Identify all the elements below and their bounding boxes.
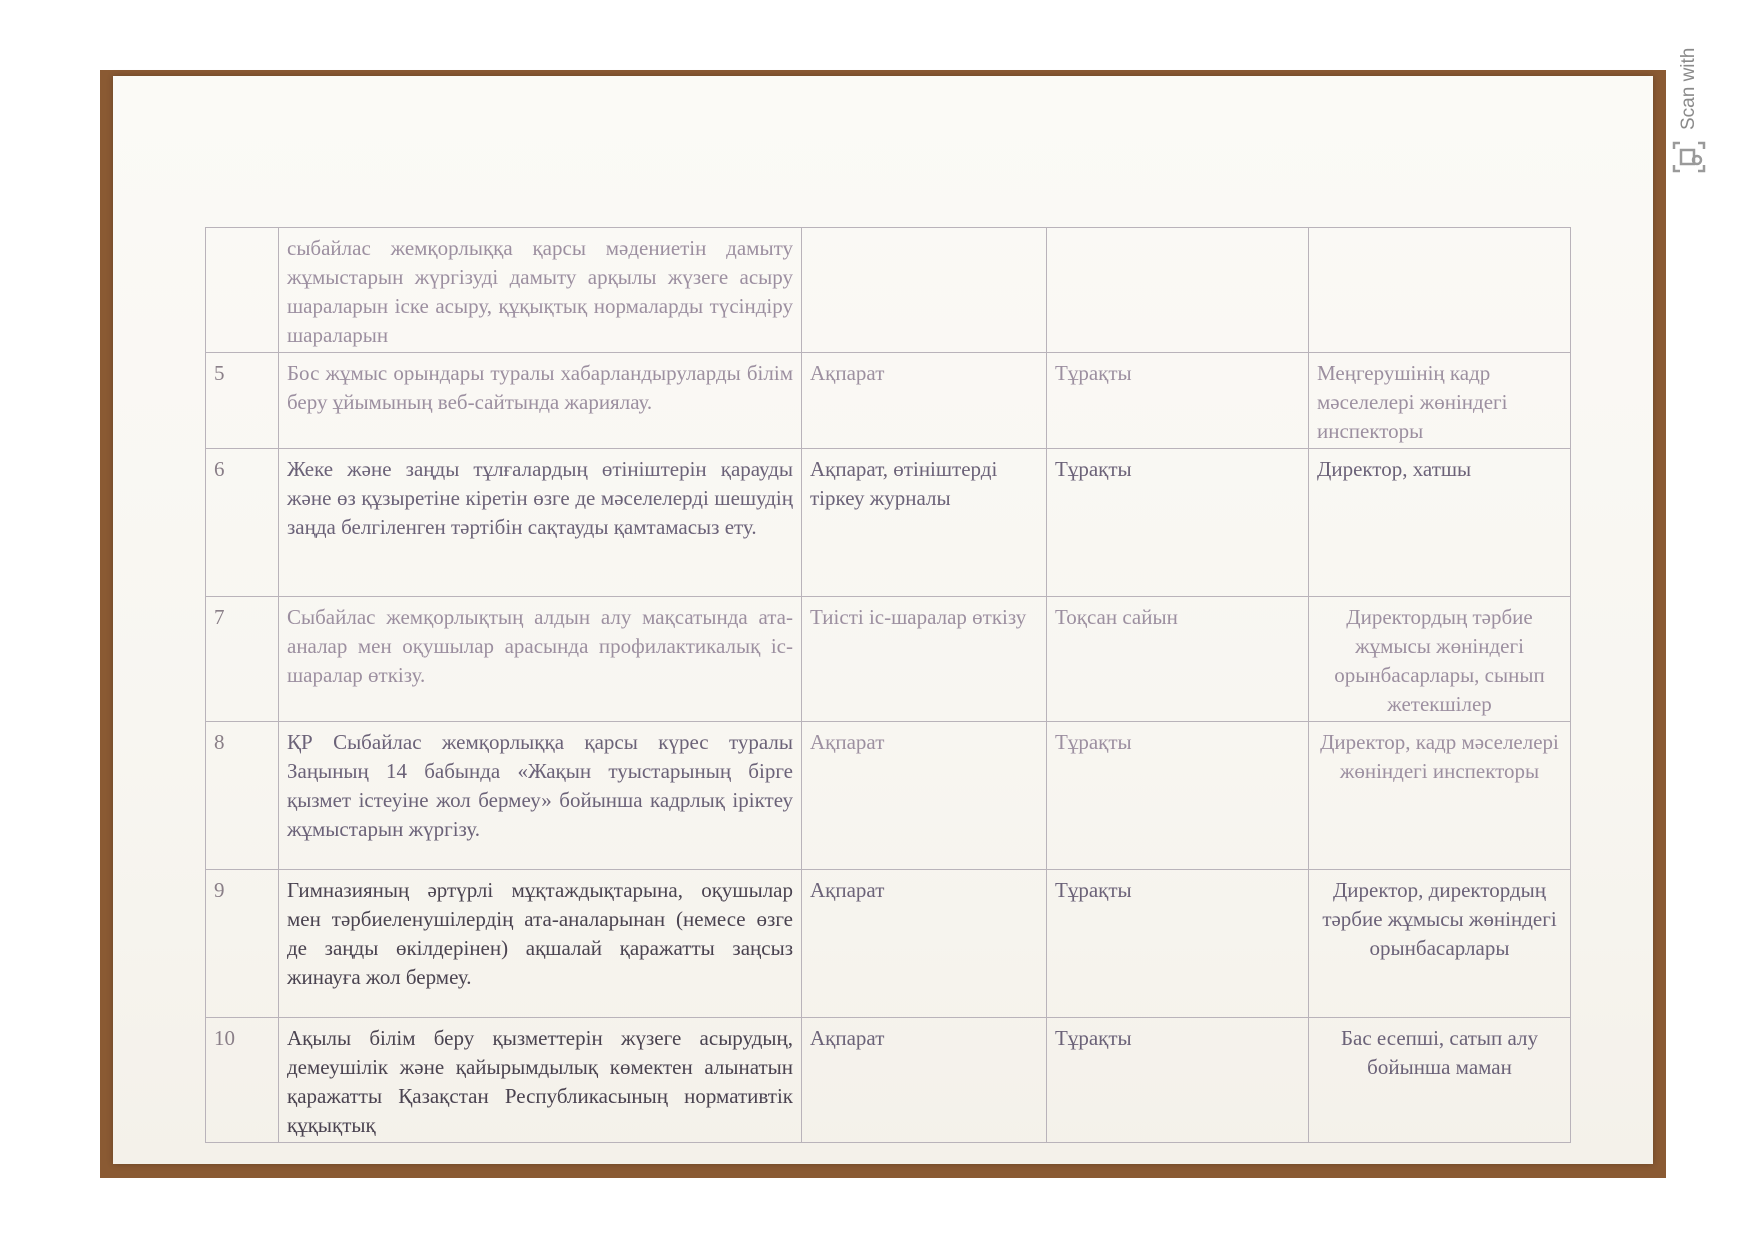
deadline (1047, 228, 1309, 353)
deadline: Тұрақты (1047, 722, 1309, 870)
completion-form: Ақпарат, өтініштерді тіркеу журналы (802, 449, 1047, 597)
scan-badge-label: Scan with (1678, 47, 1699, 130)
row-number: 10 (206, 1018, 279, 1143)
table-row (206, 722, 1571, 870)
table-row (206, 228, 1571, 353)
completion-form (802, 228, 1047, 353)
table-row (206, 353, 1571, 449)
deadline: Тұрақты (1047, 870, 1309, 1018)
deadline: Тоқсан сайын (1047, 597, 1309, 722)
measure-description: Жеке және заңды тұлғалардың өтініштерін қарауды және өз құзыретіне кіретін өзге де мәселелерді шешудің заңда белгіленген тәртібін сақтауды қамтамасыз ету. (279, 449, 802, 597)
scanner-icon (1672, 140, 1706, 174)
responsible: Бас есепші, сатып алу бойынша маман (1309, 1018, 1571, 1143)
row-number (206, 228, 279, 353)
deadline: Тұрақты (1047, 449, 1309, 597)
completion-form: Ақпарат (802, 870, 1047, 1018)
row-number: 8 (206, 722, 279, 870)
table-row (206, 1018, 1571, 1143)
measure-description: Гимназияның әртүрлі мұқтаждықтарына, оқушылар мен тәрбиеленушілердің ата-аналарынан (немесе өзге де заңды өкілдерінен) ақшалай қаражатты заңсыз жинауға жол бермеу. (279, 870, 802, 1018)
responsible: Директор, кадр мәселелері жөніндегі инспекторы (1309, 722, 1571, 870)
measures-table (205, 227, 1571, 1143)
responsible: Директор, хатшы (1309, 449, 1571, 597)
deadline: Тұрақты (1047, 353, 1309, 449)
deadline: Тұрақты (1047, 1018, 1309, 1143)
row-number: 5 (206, 353, 279, 449)
measure-description: сыбайлас жемқорлыққа қарсы мәдениетін дамыту жұмыстарын жүргізуді дамыту арқылы жүзеге асыру шараларын іске асыру, құқықтық нормаларды түсіндіру шараларын (279, 228, 802, 353)
responsible: Директордың тәрбие жұмысы жөніндегі орынбасарлары, сынып жетекшілер (1309, 597, 1571, 722)
completion-form: Ақпарат (802, 353, 1047, 449)
completion-form: Тиісті іс-шаралар өткізу (802, 597, 1047, 722)
measure-description: Сыбайлас жемқорлықтың алдын алу мақсатында ата-аналар мен оқушылар арасында профилактикалық іс-шаралар өткізу. (279, 597, 802, 722)
measure-description: ҚР Сыбайлас жемқорлыққа қарсы күрес туралы Заңының 14 бабында «Жақын туыстарының бірге қызмет істеуіне жол бермеу» бойынша кадрлық іріктеу жұмыстарын жүргізу. (279, 722, 802, 870)
row-number: 6 (206, 449, 279, 597)
completion-form: Ақпарат (802, 1018, 1047, 1143)
responsible: Директор, директордың тәрбие жұмысы жөніндегі орынбасарлары (1309, 870, 1571, 1018)
table-row (206, 597, 1571, 722)
table-row (206, 449, 1571, 597)
responsible (1309, 228, 1571, 353)
responsible: Меңгерушінің кадр мәселелері жөніндегі инспекторы (1309, 353, 1571, 449)
row-number: 7 (206, 597, 279, 722)
table-row (206, 870, 1571, 1018)
measure-description: Бос жұмыс орындары туралы хабарландыруларды білім беру ұйымының веб-сайтында жариялау. (279, 353, 802, 449)
row-number: 9 (206, 870, 279, 1018)
measure-description: Ақылы білім беру қызметтерін жүзеге асырудың, демеушілік және қайырымдылық көмектен алынатын қаражатты Қазақстан Республикасының нормативтік құқықтық (279, 1018, 802, 1143)
completion-form: Ақпарат (802, 722, 1047, 870)
